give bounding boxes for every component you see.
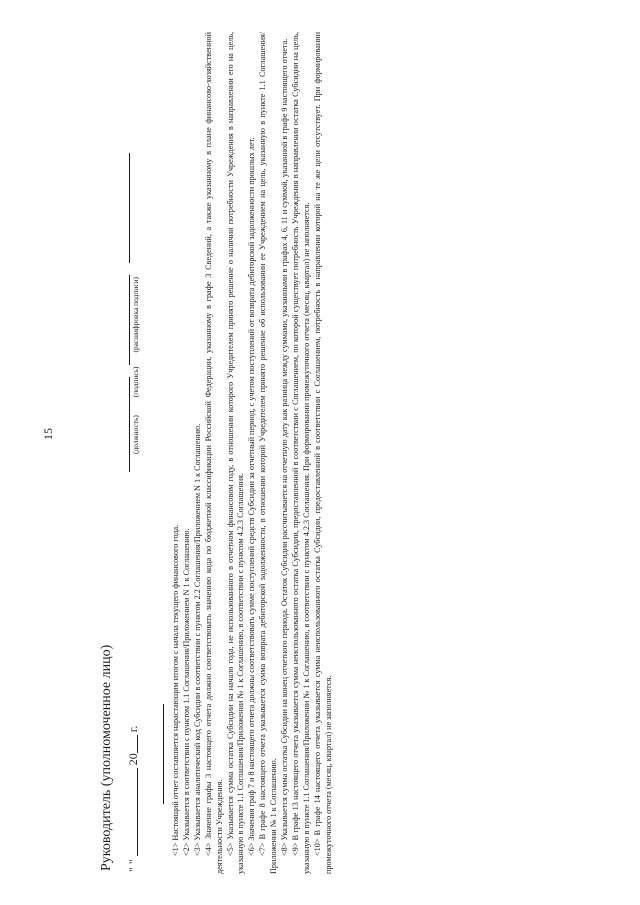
date-year-blank bbox=[125, 735, 138, 753]
page-number: 15 bbox=[41, 428, 55, 440]
date-year: 20 bbox=[126, 753, 140, 766]
signature-heading: Руководитель (уполномоченное лицо) bbox=[99, 644, 114, 871]
footnote: <4> Значение графы 3 настоящего отчета должно соответствовать значению кода по бюджетной классификации Российской Федерации, указанному в графе 3 Сведений, а также указанному в плане финансово-хозяйственной деятельности Учреждения. bbox=[203, 32, 224, 874]
caption-position: (должность) bbox=[131, 415, 140, 454]
date-month-blank bbox=[125, 768, 138, 856]
footnote: <2> Указывается в соответствии с пунктом 1.1 Соглашения/Приложением N 1 к Соглашению. bbox=[181, 528, 191, 856]
footnote: <8> Указывается сумма остатка Субсидии на конец отчетного периода. Остаток Субсидии рассчитывается на отчетную дату как разница между суммами, указанными в графах 4, 6, 11 и суммой, указанной в графе 9 настоящего отчета. bbox=[280, 38, 290, 856]
footnote: <9> В графе 13 настоящего отчета указывается сумма неиспользованного остатка Субсидии, предоставленной в соответствии с Соглашением, по которой существует потребность Учреждения в направлении остатка Субсидии на цель, указанную в пункте 1.1 Соглашения/Приложении № 1 к Соглашению, в соответствии с пунктом 4.2.3 Соглашения. При формировании промежуточного отчета (месяц, квартал) не заполняется. bbox=[290, 32, 311, 874]
signature-lines bbox=[117, 141, 130, 472]
signature-block bbox=[117, 141, 141, 472]
date-field bbox=[125, 726, 140, 872]
caption-signature: (подпись) bbox=[131, 366, 140, 398]
date-suffix: г. bbox=[126, 725, 140, 733]
footnote-separator bbox=[163, 704, 164, 804]
rotated-page-content bbox=[95, 32, 425, 874]
position-line bbox=[117, 377, 130, 472]
signature-line bbox=[117, 275, 130, 365]
footnote: <7> В графе 8 настоящего отчета указывается сумма возврата дебиторской задолженности, в отношении которой Учредителем принято решение об использовании ее Учреждением на цель, указанную в пункте 1.1 Соглашения/Приложении № 1 к Соглашению. bbox=[258, 32, 279, 874]
footnote: <1> Настоящий отчет составляется нарастающим итогом с начала текущего финансового года. bbox=[171, 524, 180, 856]
footnote: <10> В графе 14 настоящего отчета указывается сумма неиспользованного остатка Субсидии, предоставленной в соответствии с Соглашением, потребность в направлении которой на те же цели отсутствует. При формировании промежуточного отчета (месяц, квартал) не заполняется. bbox=[312, 32, 333, 874]
footnote: <3> Указывается аналитический код Субсидии в соответствии с пунктом 2.2 Соглашения/Приложением N 1 к Соглашению. bbox=[192, 423, 202, 856]
signature-row bbox=[117, 32, 151, 874]
caption-name: (расшифровка подписи) bbox=[131, 277, 140, 353]
signature-captions bbox=[131, 141, 141, 472]
date-prefix: " " bbox=[126, 859, 140, 872]
name-line bbox=[117, 153, 130, 263]
footnotes bbox=[171, 32, 335, 874]
footnote: <6> Значения граф 7 и 8 настоящего отчета должны соответствовать сумме поступлений средств Субсидии за отчетный период, с учетом поступлений от возврата дебиторской задолженности прошлых лет. bbox=[247, 137, 257, 856]
footnote: <5> Указывается сумма остатка Субсидии на начало года, не использованного в отчетном финансовом году, в отношении которого Учредителем принято решение о наличии потребности Учреждения в направлении его на цель, указанную в пункте 1.1 Соглашения/Приложении № 1 к Соглашению, в соответствии с пунктом 4.2.3 Соглашения. bbox=[225, 32, 246, 874]
